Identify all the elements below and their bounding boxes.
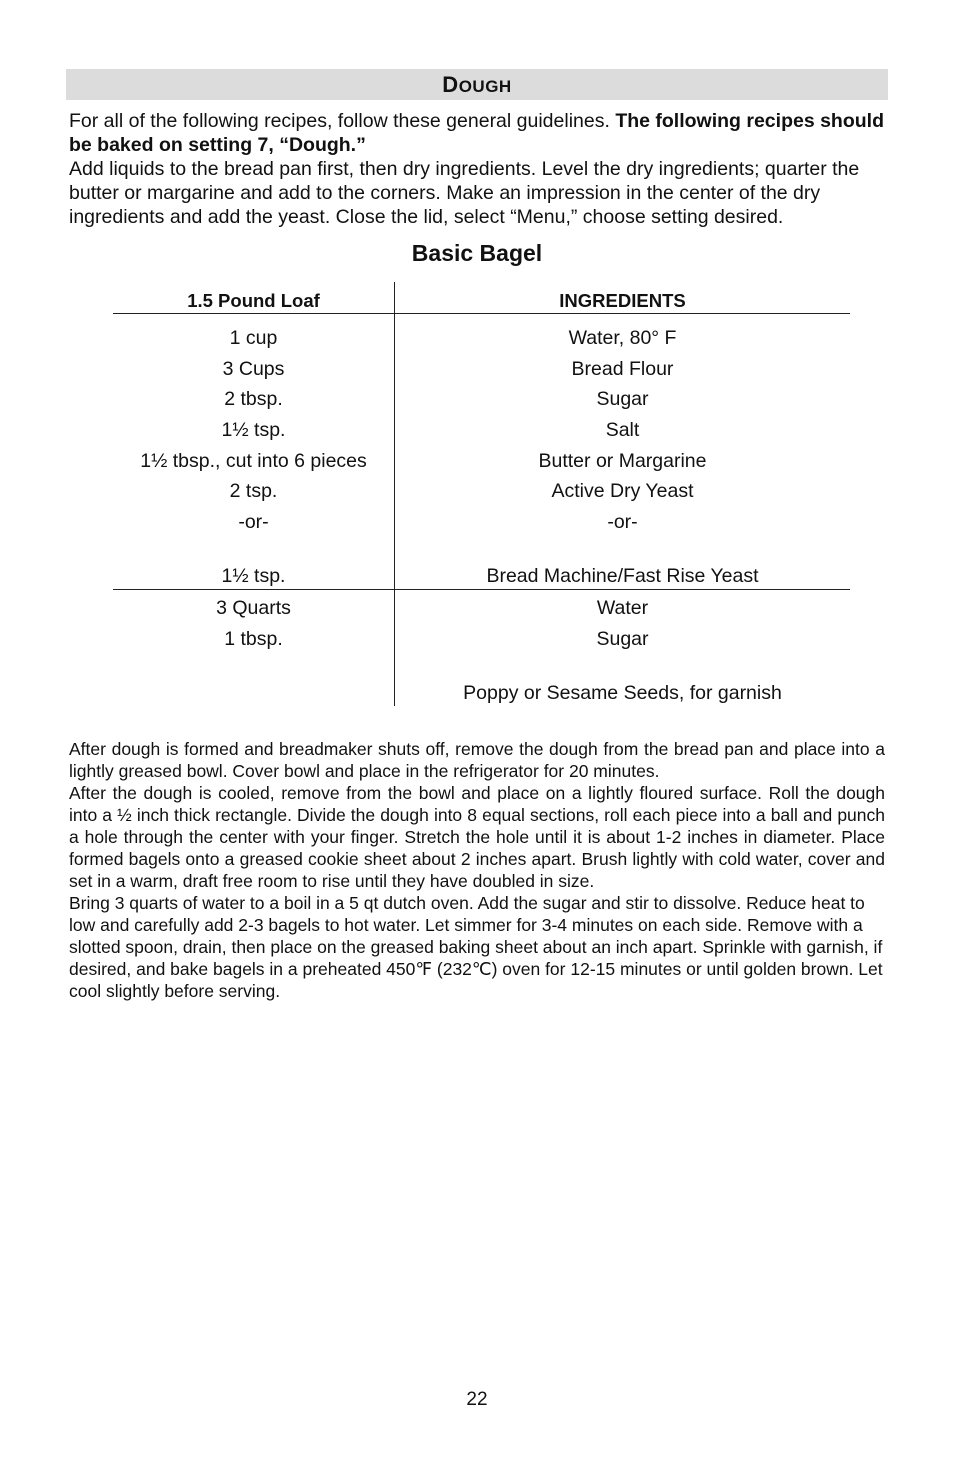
ingredient-cell: Sugar	[596, 388, 649, 410]
instruction-paragraph: After dough is formed and breadmaker shuts off, remove the dough from the bread pan and place into a lightly greased bowl. Cover bowl and place in the refrigerator for 20 minutes.	[69, 739, 885, 781]
section-heading-initial: D	[442, 72, 459, 97]
intro-paragraph-1	[69, 109, 899, 157]
ingredient-cell: Bread Machine/Fast Rise Yeast	[486, 565, 759, 587]
amount-cell: 3 Cups	[222, 358, 285, 380]
amount-cell: 2 tsp.	[229, 480, 278, 502]
ingredient-cell: Sugar	[596, 628, 649, 650]
section-heading	[66, 69, 888, 100]
section-heading-rest: OUGH	[458, 77, 512, 96]
recipe-title: Basic Bagel	[411, 240, 543, 266]
amount-cell: 1 cup	[229, 327, 278, 349]
ingredient-cell: Bread Flour	[571, 358, 674, 380]
amount-cell: 3 Quarts	[216, 597, 291, 619]
ingredient-cell: Active Dry Yeast	[551, 480, 694, 502]
page-number: 22	[466, 1389, 488, 1410]
header-rule	[113, 313, 850, 314]
amount-cell: 1 tbsp.	[224, 628, 283, 650]
ingredients-table	[113, 282, 850, 706]
ingredient-cell: Water, 80° F	[568, 327, 677, 349]
section-rule	[113, 589, 850, 590]
amount-cell: 1½ tsp.	[221, 419, 286, 441]
amount-cell: 1½ tbsp., cut into 6 pieces	[140, 450, 367, 472]
intro-paragraph-2: Add liquids to the bread pan first, then dry ingredients. Level the dry ingredients; quarter the butter or margarine and add to the corners. Make an impression in the center of the dry ingredients and add the yeast. Close the lid, select “Menu,” choose setting desired.	[69, 158, 860, 228]
ingredient-cell: Butter or Margarine	[538, 450, 707, 472]
ingredient-cell: Salt	[605, 419, 640, 441]
ingredient-cell: -or-	[607, 511, 638, 533]
instruction-paragraph: After the dough is cooled, remove from the bowl and place on a lightly floured surface. Roll the dough into a ½ inch thick rectangle. Divide the dough into 8 equal sections, roll each piece into a ball and punch a hole through the center with your finger. Stretch the hole until it is about 1-2 inches in diameter. Place formed bagels onto a greased cookie sheet about 2 inches apart. Brush lightly with cold water, cover and set in a warm, draft free room to rise until they have doubled in size.	[69, 783, 885, 891]
amount-column-header: 1.5 Pound Loaf	[187, 290, 320, 311]
instructions	[69, 738, 885, 1002]
instruction-paragraph: Bring 3 quarts of water to a boil in a 5 qt dutch oven. Add the sugar and stir to dissolve. Reduce heat to low and carefully add 2-3 bagels to hot water. Let simmer for 3-4 minutes on each side. Remove with a slotted spoon, drain, then place on the greased baking sheet about an inch apart. Sprinkle with garnish, if desired, and bake bagels in a preheated 450℉ (232℃) oven for 12-15 minutes or until golden brown. Let cool slightly before serving.	[69, 893, 883, 1001]
ingredient-cell: Poppy or Sesame Seeds, for garnish	[463, 682, 782, 704]
ingredient-column-header: INGREDIENTS	[559, 290, 686, 311]
ingredient-cell: Water	[596, 597, 649, 619]
amount-cell: 1½ tsp.	[221, 565, 286, 587]
amount-cell: -or-	[238, 511, 269, 533]
intro-setting-note: The following recipes should be baked on setting 7, “Dough.”	[69, 110, 884, 156]
intro-text	[69, 109, 899, 229]
amount-cell: 2 tbsp.	[224, 388, 283, 410]
intro-guidelines: For all of the following recipes, follow these general guidelines.	[69, 110, 616, 132]
